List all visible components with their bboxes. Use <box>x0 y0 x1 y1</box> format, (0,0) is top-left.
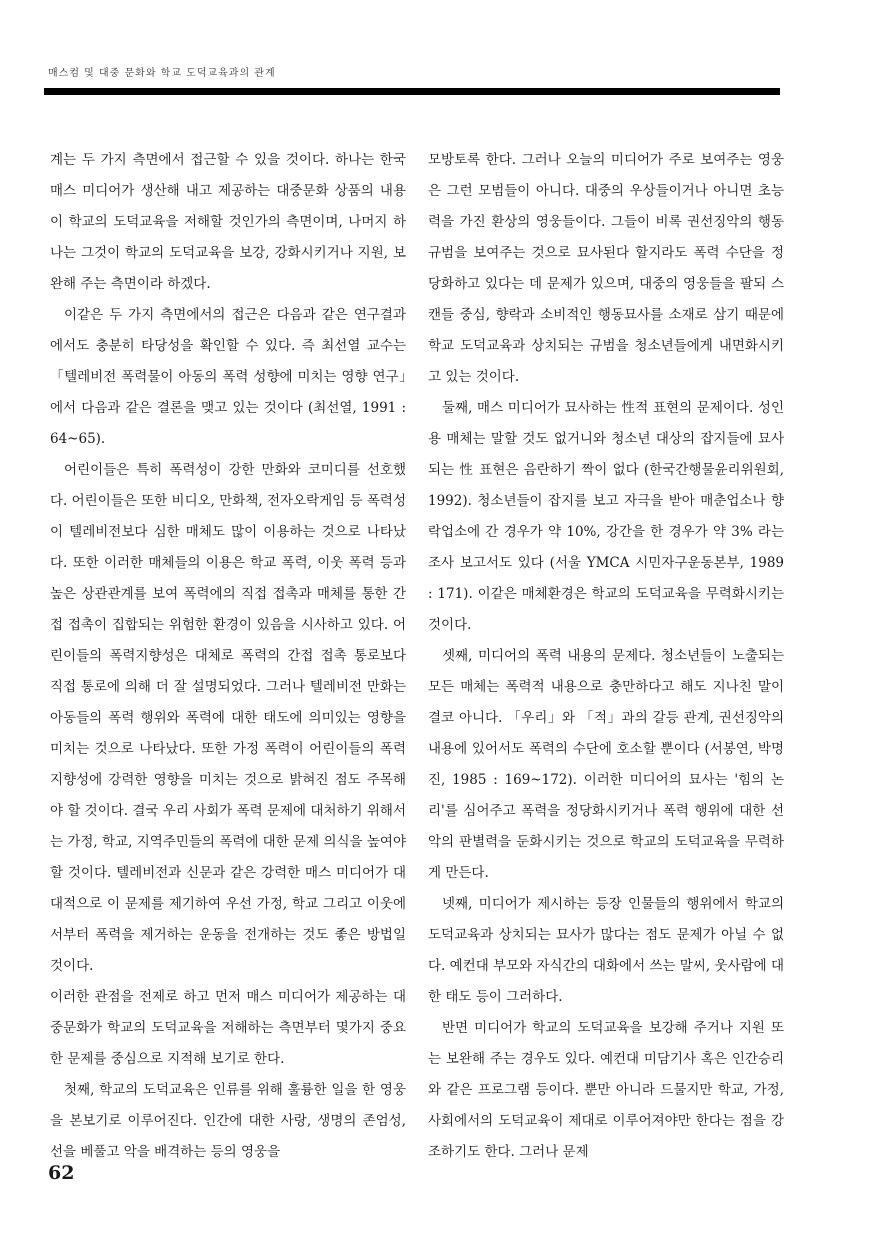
paragraph: 어린이들은 특히 폭력성이 강한 만화와 코미디를 선호했다. 어린이들은 또한 비디오, 만화책, 전자오락게임 등 폭력성이 텔레비전보다 심한 매체도 많이 이용하는 것으로 나타났다. 또한 이러한 매체들의 이용은 학교 폭력, 이웃 폭력 등과 높은 상관관계를 보여 폭력에의 직접 접촉과 매체를 통한 간접 접촉이 집합되는 위험한 환경이 있음을 시사하고 있다. 어린이들의 폭력지향성은 대체로 폭력의 간접 접촉 통로보다 직접 통로에 의해 더 잘 설명되었다. 그러나 텔레비전 만화는 아동들의 폭력 행위와 폭력에 대한 태도에 의미있는 영향을 미치는 것으로 나타났다. 또한 가정 폭력이 어린이들의 폭력 지향성에 강력한 영향을 미치는 것으로 밝혀진 점도 주목해야 할 것이다. 결국 우리 사회가 폭력 문제에 대처하기 위해서는 가정, 학교, 지역주민들의 폭력에 대한 문제 의식을 높여야 할 것이다. 텔레비전과 신문과 같은 강력한 매스 미디어가 대대적으로 이 문제를 제기하여 우선 가정, 학교 그리고 이웃에서부터 폭력을 제거하는 운동을 전개하는 것도 좋은 방법일 것이다. <box>50 462 406 974</box>
right-column <box>428 145 784 1168</box>
paragraph: 둘째, 매스 미디어가 묘사하는 性적 표현의 문제이다. 성인용 매체는 말할 것도 없거니와 청소년 대상의 잡지들에 묘사되는 性 표현은 음란하기 짝이 없다 (한국간행물윤리위원회, 1992). 청소년들이 잡지를 보고 자극을 받아 매춘업소나 향락업소에 간 경우가 약 10%, 강간을 한 경우가 약 3% 라는 조사 보고서도 있다 (서울 YMCA 시민자구운동본부, 1989 : 171). 이같은 매체환경은 학교의 도덕교육을 무력화시키는 것이다. <box>428 400 784 633</box>
header-rule <box>44 88 780 95</box>
paragraph: 넷째, 미디어가 제시하는 등장 인물들의 행위에서 학교의 도덕교육과 상치되는 묘사가 많다는 점도 문제가 아닐 수 없다. 예컨대 부모와 자식간의 대화에서 쓰는 말씨, 웃사람에 대한 태도 등이 그러하다. <box>428 896 784 1005</box>
paragraph: 이러한 관점을 전제로 하고 먼저 매스 미디어가 제공하는 대중문화가 학교의 도덕교육을 저해하는 측면부터 몇가지 중요한 문제를 중심으로 지적해 보기로 한다. <box>50 989 406 1067</box>
paragraph: 이같은 두 가지 측면에서의 접근은 다음과 같은 연구결과에서도 충분히 타당성을 확인할 수 있다. 즉 최선열 교수는「텔레비전 폭력물이 아동의 폭력 성향에 미치는 영향 연구」에서 다음과 같은 결론을 맺고 있는 것이다 (최선열, 1991 : 64~65). <box>50 307 406 447</box>
paragraph: 셋째, 미디어의 폭력 내용의 문제다. 청소년들이 노출되는 모든 매체는 폭력적 내용으로 충만하다고 해도 지나친 말이 결코 아니다. 「우리」와 「적」과의 갈등 관계, 권선징악의 내용에 있어서도 폭력의 수단에 호소할 뿐이다 (서봉연, 박명진, 1985 : 169~172). 이러한 미디어의 묘사는 '힘의 논리'를 심어주고 폭력을 정당화시키거나 폭력 행위에 대한 선악의 판별력을 둔화시키는 것으로 학교의 도덕교육을 무력하게 만든다. <box>428 648 784 881</box>
paragraph: 첫째, 학교의 도덕교육은 인류를 위해 훌륭한 일을 한 영웅을 본보기로 이루어진다. 인간에 대한 사랑, 생명의 존엄성, 선을 베풀고 악을 배격하는 등의 영웅을 <box>50 1082 406 1160</box>
paragraph: 모방토록 한다. 그러나 오늘의 미디어가 주로 보여주는 영웅은 그런 모범들이 아니다. 대중의 우상들이거나 아니면 초능력을 가진 환상의 영웅들이다. 그들이 비록 권선징악의 행동규범을 보여주는 것으로 묘사된다 할지라도 폭력 수단을 정당화하고 있다는 데 문제가 있으며, 대중의 영웅들을 팔되 스캔들 중심, 향락과 소비적인 행동묘사를 소재로 삼기 때문에 학교 도덕교육과 상치되는 규범을 청소년들에게 내면화시키고 있는 것이다. <box>428 152 784 385</box>
left-column <box>50 145 406 1168</box>
paragraph: 계는 두 가지 측면에서 접근할 수 있을 것이다. 하나는 한국 매스 미디어가 생산해 내고 제공하는 대중문화 상품의 내용이 학교의 도덕교육을 저해할 것인가의 측면이며, 나머지 하나는 그것이 학교의 도덕교육을 보강, 강화시키거나 지원, 보완해 주는 측면이라 하겠다. <box>50 152 406 292</box>
paragraph: 반면 미디어가 학교의 도덕교육을 보강해 주거나 지원 또는 보완해 주는 경우도 있다. 예컨대 미담기사 혹은 인간승리와 같은 프로그램 등이다. 뿐만 아니라 드물지만 학교, 가정, 사회에서의 도덕교육이 제대로 이루어져야만 한다는 점을 강조하기도 한다. 그러나 문제 <box>428 1020 784 1160</box>
running-header: 매스컴 및 대중 문화와 학교 도덕교육과의 관계 <box>48 68 276 79</box>
page-number: 62 <box>48 1162 75 1184</box>
